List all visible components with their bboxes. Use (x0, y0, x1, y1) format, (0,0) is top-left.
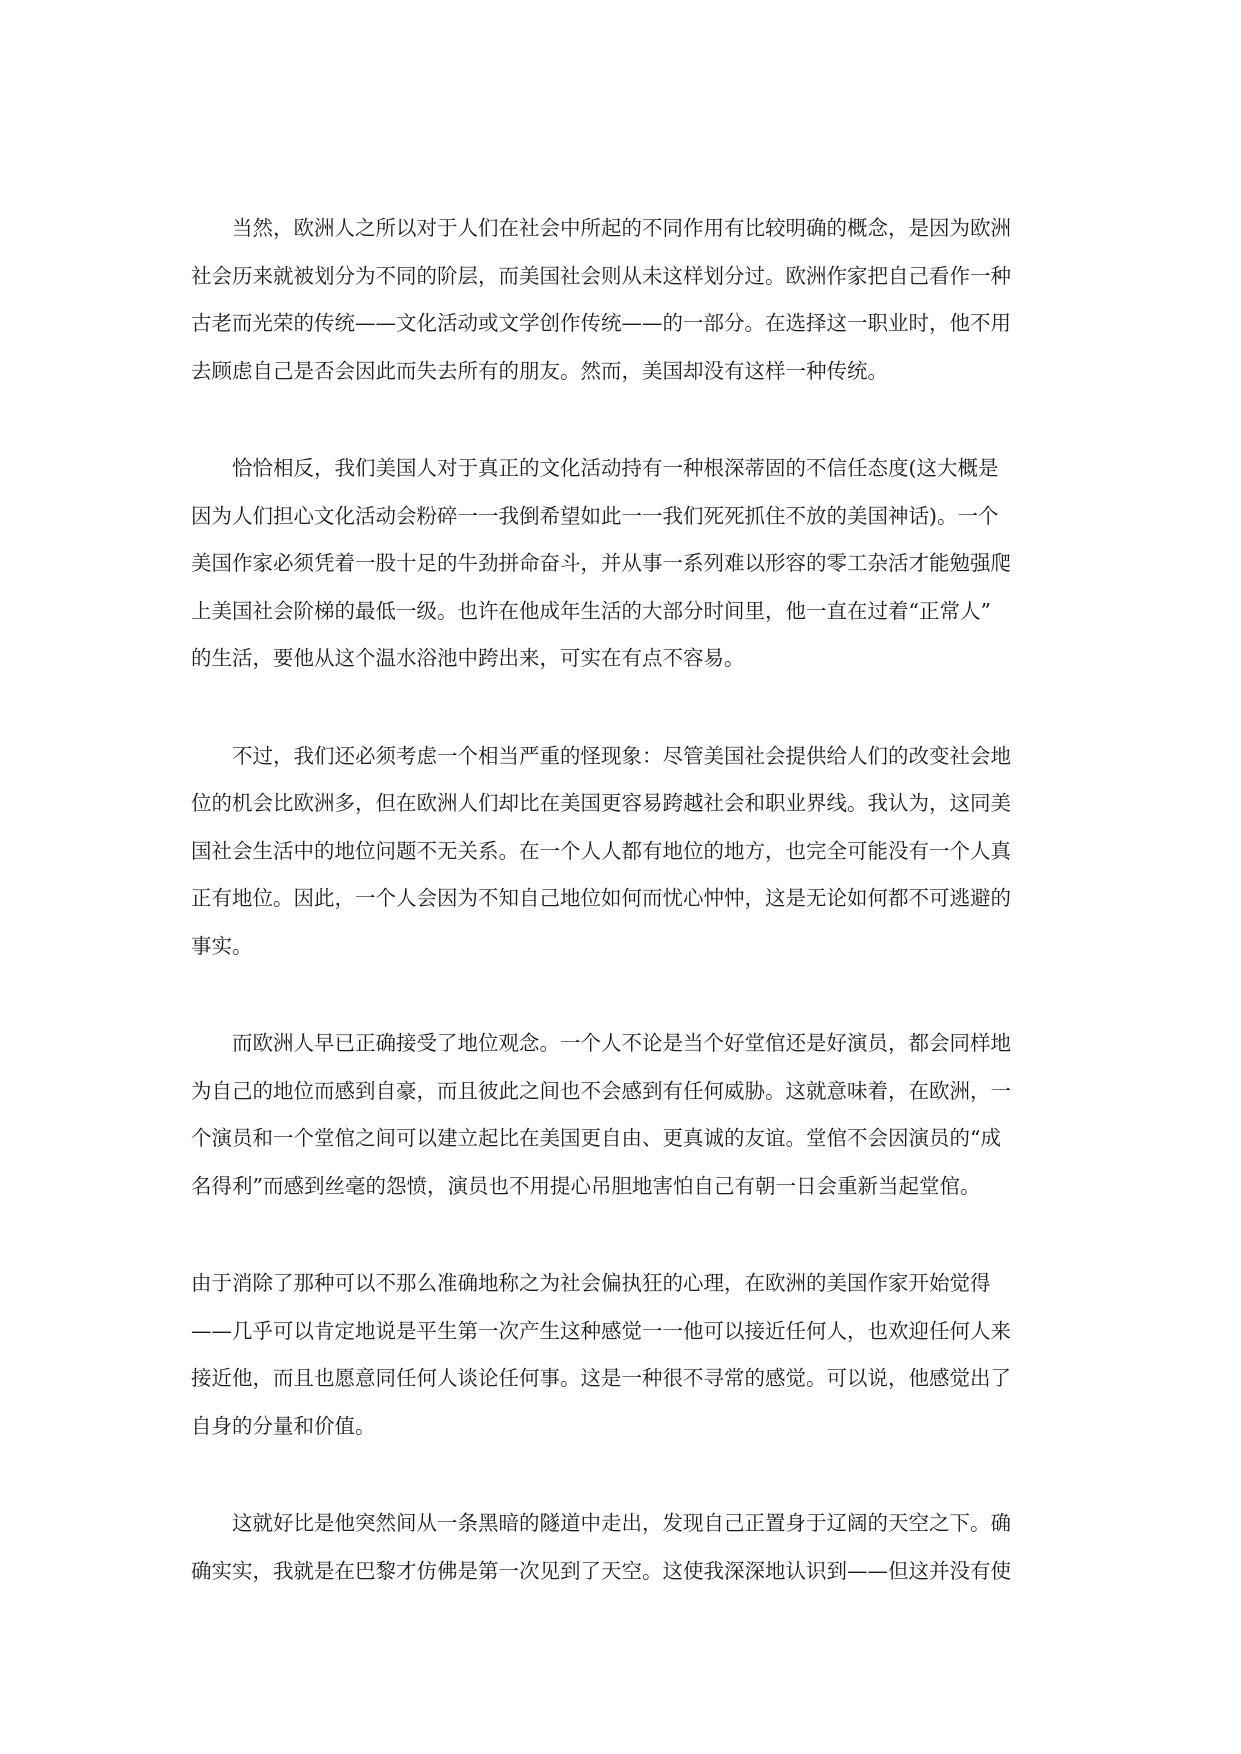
paragraph-4: 而欧洲人早已正确接受了地位观念。一个人不论是当个好堂倌还是好演员，都会同样地 为自己的地位而感到自豪，而且彼此之间也不会感到有任何威胁。这就意味着，在欧洲，一 个演员和一个堂倌之间可以建立起比在美国更自由、更真诚的友谊。堂倌不会因演员的“成 名得利”而感到丝毫的怨愤，演员也不用提心吊胆地害怕自己有朝一日会重新当起堂倌。 (191, 1031, 1011, 1198)
document-body (191, 205, 1051, 1595)
paragraph-spacer (191, 683, 1051, 733)
paragraph-6: 这就好比是他突然间从一条黑暗的隧道中走出，发现自己正置身于辽阔的天空之下。确 确实实，我就是在巴黎才仿佛是第一次见到了天空。这使我深深地认识到——但这并没有使 (191, 1511, 1011, 1583)
paragraph-spacer (191, 395, 1051, 445)
paragraph-1: 当然，欧洲人之所以对于人们在社会中所起的不同作用有比较明确的概念，是因为欧洲 社会历来就被划分为不同的阶层，而美国社会则从未这样划分过。欧洲作家把自己看作一种 古老而光荣的传统——文化活动或文学创作传统——的一部分。在选择这一职业时，他不用 去顾虑自己是否会因此而失去所有的朋友。然而，美国却没有这样一种传统。 (191, 216, 1011, 383)
paragraph-spacer (191, 970, 1051, 1020)
paragraph-spacer (191, 1450, 1051, 1500)
paragraph-5: 由于消除了那种可以不那么准确地称之为社会偏执狂的心理，在欧洲的美国作家开始觉得 ——几乎可以肯定地说是平生第一次产生这种感觉一一他可以接近任何人，也欢迎任何人来 接近他，而且也愿意同任何人谈论任何事。这是一种很不寻常的感觉。可以说，他感觉出了 自身的分量和价值。 (191, 1271, 1011, 1438)
paragraph-spacer (191, 1210, 1051, 1260)
paragraph-2: 恰恰相反，我们美国人对于真正的文化活动持有一种根深蒂固的不信任态度(这大概是 因为人们担心文化活动会粉碎一一我倒希望如此一一我们死死抓住不放的美国神话)。一个 美国作家必须凭着一股十足的牛劲拼命奋斗，并从事一系列难以形容的零工杂活才能勉强爬 上美国社会阶梯的最低一级。也许在他成年生活的大部分时间里，他一直在过着“正常人” 的生活，要他从这个温水浴池中跨出来，可实在有点不容易。 (191, 456, 1011, 670)
paragraph-3: 不过，我们还必须考虑一个相当严重的怪现象：尽管美国社会提供给人们的改变社会地 位的机会比欧洲多，但在欧洲人们却比在美国更容易跨越社会和职业界线。我认为，这同美 国社会生活中的地位问题不无关系。在一个人人都有地位的地方，也完全可能没有一个人真 正有地位。因此，一个人会因为不知自己地位如何而忧心忡忡，这是无论如何都不可逃避的 事实。 (191, 743, 1011, 958)
